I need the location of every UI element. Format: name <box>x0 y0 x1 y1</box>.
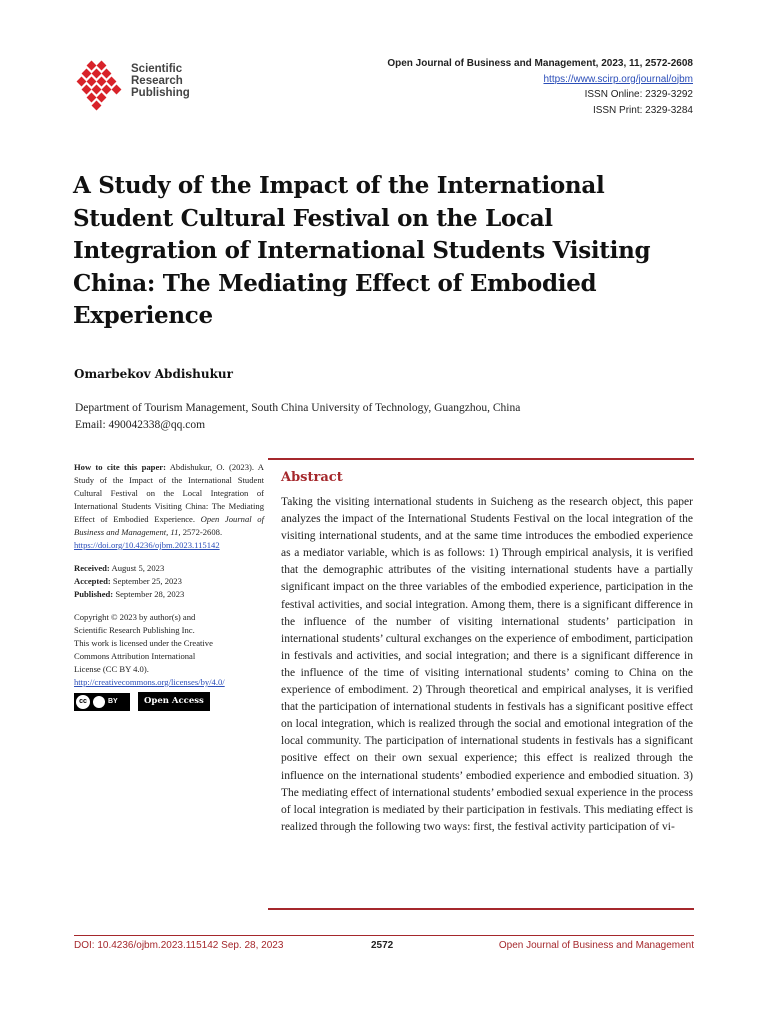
affiliation: Department of Tourism Management, South China University of Technology, Guangzhou, China <box>75 402 521 414</box>
abstract-bottom-rule <box>268 908 694 910</box>
issn-print: ISSN Print: 2329-3284 <box>592 104 693 116</box>
sidebar-info <box>74 461 264 711</box>
email: Email: 490042338@qq.com <box>75 419 206 431</box>
license-block: Copyright © 2023 by author(s) and Scientific Research Publishing Inc. This work is licensed under the Creative Commons Attribution International License (CC BY 4.0). http://creativecommons.org/licenses/by/4.0/ cc BY Open Access <box>74 611 264 711</box>
received-date: August 5, 2023 <box>111 563 165 573</box>
paper-title: A Study of the Impact of the International Student Cultural Festival on the Local Integration of International Students Visiting China: The Mediating Effect of Embodied Experience <box>73 172 651 329</box>
cite-pages: 2572-2608. <box>182 527 223 537</box>
journal-url-link[interactable]: https://www.scirp.org/journal/ojbm <box>543 73 693 85</box>
journal-citation: Open Journal of Business and Management, 2023, 11, 2572-2608 <box>387 58 693 69</box>
open-access-badge: Open Access <box>138 692 210 711</box>
cite-block <box>74 461 264 552</box>
page-number: 2572 <box>371 940 394 951</box>
cite-journal: Open Journal of Business and Management, 11, <box>74 514 264 537</box>
accepted-date: September 25, 2023 <box>112 576 182 586</box>
license-link[interactable]: http://creativecommons.org/licenses/by/4.0/ <box>74 677 225 687</box>
footer-journal: Open Journal of Business and Management <box>498 940 694 951</box>
abstract-heading: Abstract <box>281 470 343 485</box>
publisher-name: Scientific Research Publishing <box>131 63 190 99</box>
dates-block: Received: August 5, 2023 Accepted: September 25, 2023 Published: September 28, 2023 <box>74 563 185 599</box>
cite-text: Abdishukur, O. (2023). A Study of the Impact of the International Student Cultural Festival on the Local Integration of International Students Visiting China: The Mediating Effect of Embodied Experience. <box>74 462 264 524</box>
published-date: September 28, 2023 <box>115 589 185 599</box>
cite-label: How to cite this paper: <box>74 462 166 472</box>
footer-doi-date: DOI: 10.4236/ojbm.2023.115142 Sep. 28, 2023 <box>74 940 284 951</box>
affiliation-block <box>75 400 520 434</box>
author-name: Omarbekov Abdishukur <box>74 367 233 381</box>
cc-by-badge-icon[interactable]: cc BY <box>74 693 130 711</box>
footer-rule <box>74 935 694 936</box>
abstract-text: Taking the visiting international students in Suicheng as the research object, this paper analyzes the impact of the International Students Festival on the local integration of the visiting international students, and at the same time introduces the embodied experience as a mediator variable, which is as follows: 1) Through empirical analysis, it is verified that the demographic attributes of the visiting international students have a partially significant impact on the three variables of the embodied experience, participation in the festival activities, and social integration. Among them, there is a significant difference in the influence of the number of visiting international students’ participation in international students’ cultural exchanges on the experience of embodiment, participation in festivals and activities, and social integration; and there is a significant difference in the influence of the time of visiting international students’ coming to China on the experience of embodiment. 2) Through theoretical and empirical analyses, it is verified that the participation of international students in festivals has a significant positive effect on local integration, which is realized through the social and emotional integration of the local community. The participation of international students in festivals has a significant positive effect on their own sexual experience; this effect is realized through the influence on the international students’ embodied experience and embodied situation. 3) The mediating effect of international students’ embodied sexual experience in the process of local integration is mediated by their participation in festivals. This mediating effect is realized through the following two ways: first, the festival activity participation of vi- <box>281 496 693 833</box>
doi-link[interactable]: https://doi.org/10.4236/ojbm.2023.115142 <box>74 540 220 550</box>
abstract-top-rule <box>268 458 694 460</box>
journal-info <box>387 56 693 118</box>
issn-online: ISSN Online: 2329-3292 <box>584 89 693 100</box>
